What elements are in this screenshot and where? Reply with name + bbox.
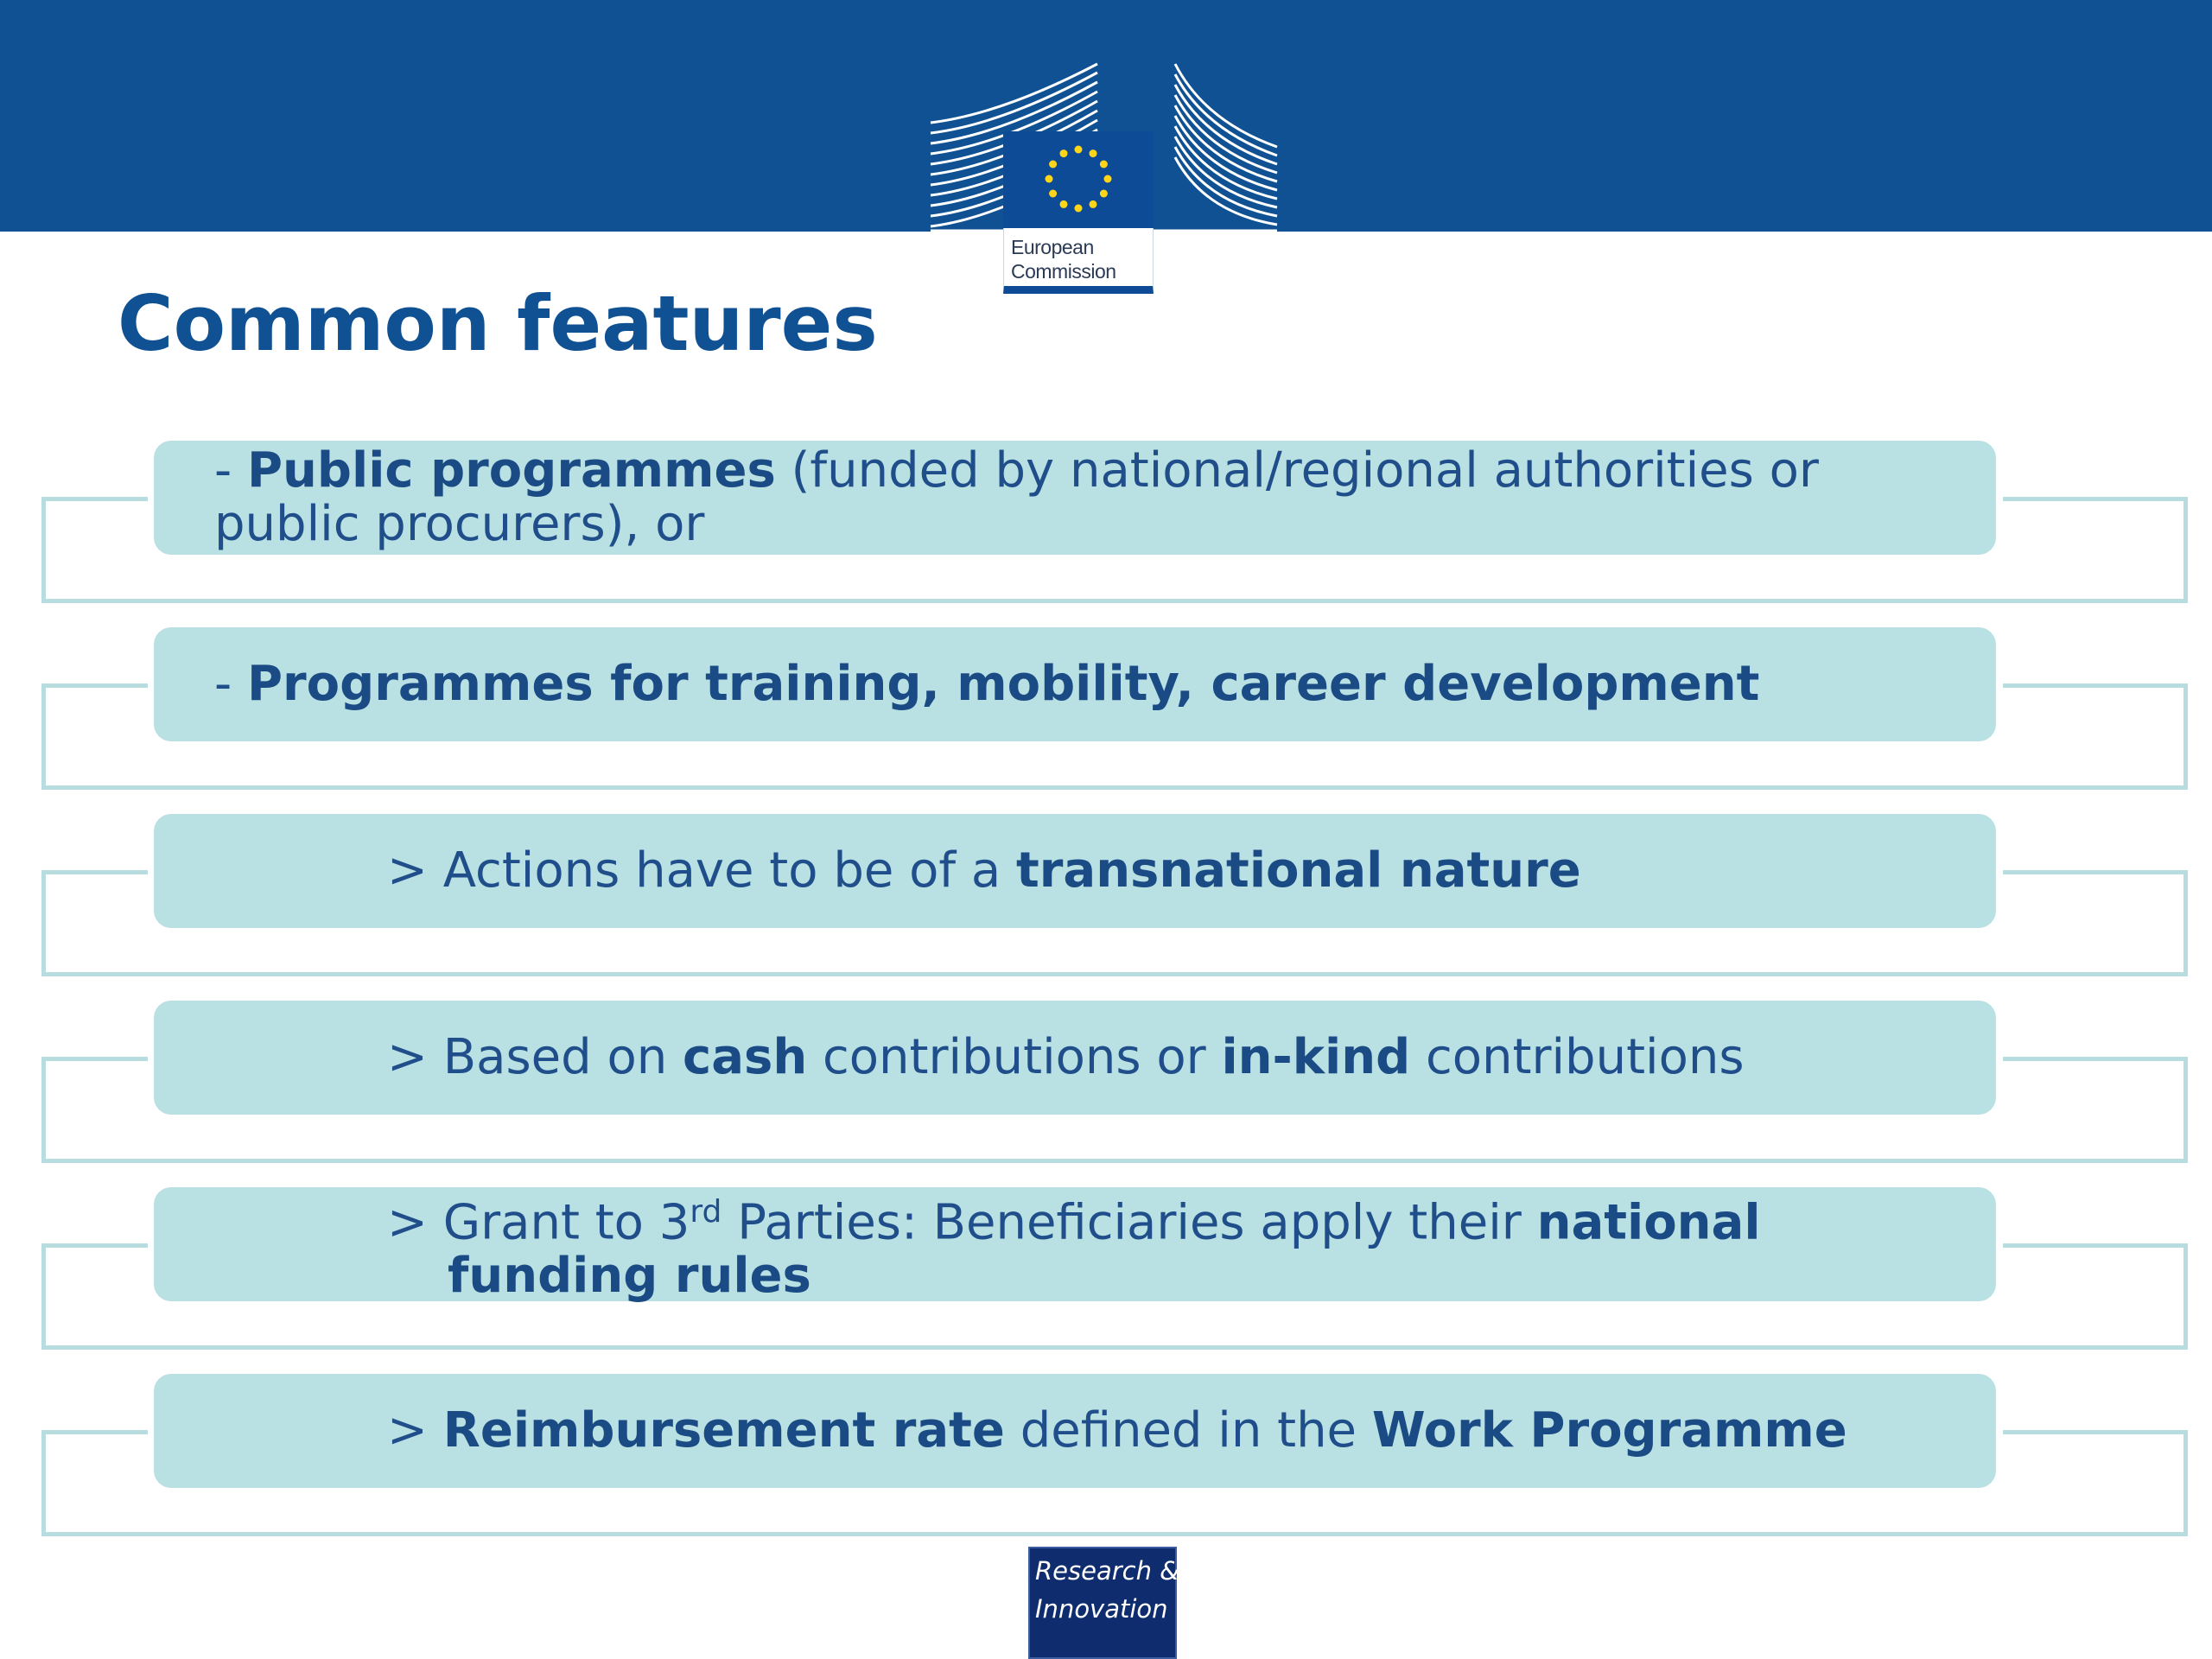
feature-text: > Based on cash contributions or in-kind contributions [387,1029,1745,1085]
frame-tick-right [2003,870,2188,874]
frame-tick-right [2003,683,2188,688]
feature-text: - Public programmes (funded by national/regional authorities or public procurers), or [214,442,1819,552]
frame-tick-left [41,1430,148,1434]
european-commission-logo [928,60,1282,307]
logo-caption [1003,228,1154,294]
badge-line-2: Innovation [1035,1594,1168,1624]
frame-tick-left [41,497,148,501]
feature-text: > Reimbursement rate defined in the Work Programme [387,1402,1847,1459]
logo-line-2: Commission [1011,260,1116,283]
slide-title: Common features [118,279,878,368]
frame-tick-right [2003,1430,2188,1434]
frame-tick-left [41,683,148,688]
feature-row-3 [0,814,2212,999]
feature-pill [154,441,1996,555]
logo-line-1: European [1011,236,1094,258]
feature-row-4 [0,1001,2212,1185]
feature-pill [154,1187,1996,1305]
feature-pill [154,1374,1996,1488]
feature-text: - Programmes for training, mobility, career development [214,656,1760,712]
feature-pill [154,627,1996,741]
feature-row-5 [0,1187,2212,1372]
feature-pill [154,1001,1996,1115]
badge-line-1: Research & [1035,1556,1179,1586]
feature-row-6 [0,1374,2212,1559]
frame-tick-right [2003,1243,2188,1248]
feature-row-1 [0,441,2212,626]
frame-tick-right [2003,1057,2188,1061]
feature-text: > Actions have to be of a transnational nature [387,842,1581,899]
feature-pill [154,814,1996,928]
feature-row-2 [0,627,2212,812]
feature-text: > Grant to 3rd Parties: Beneficiaries apply their national funding rules [387,1193,1761,1305]
frame-tick-right [2003,497,2188,501]
research-innovation-badge [1028,1547,1177,1659]
frame-tick-left [41,1057,148,1061]
frame-tick-left [41,1243,148,1248]
eu-stars-icon [1003,131,1154,228]
frame-tick-left [41,870,148,874]
eu-flag [1003,131,1154,228]
